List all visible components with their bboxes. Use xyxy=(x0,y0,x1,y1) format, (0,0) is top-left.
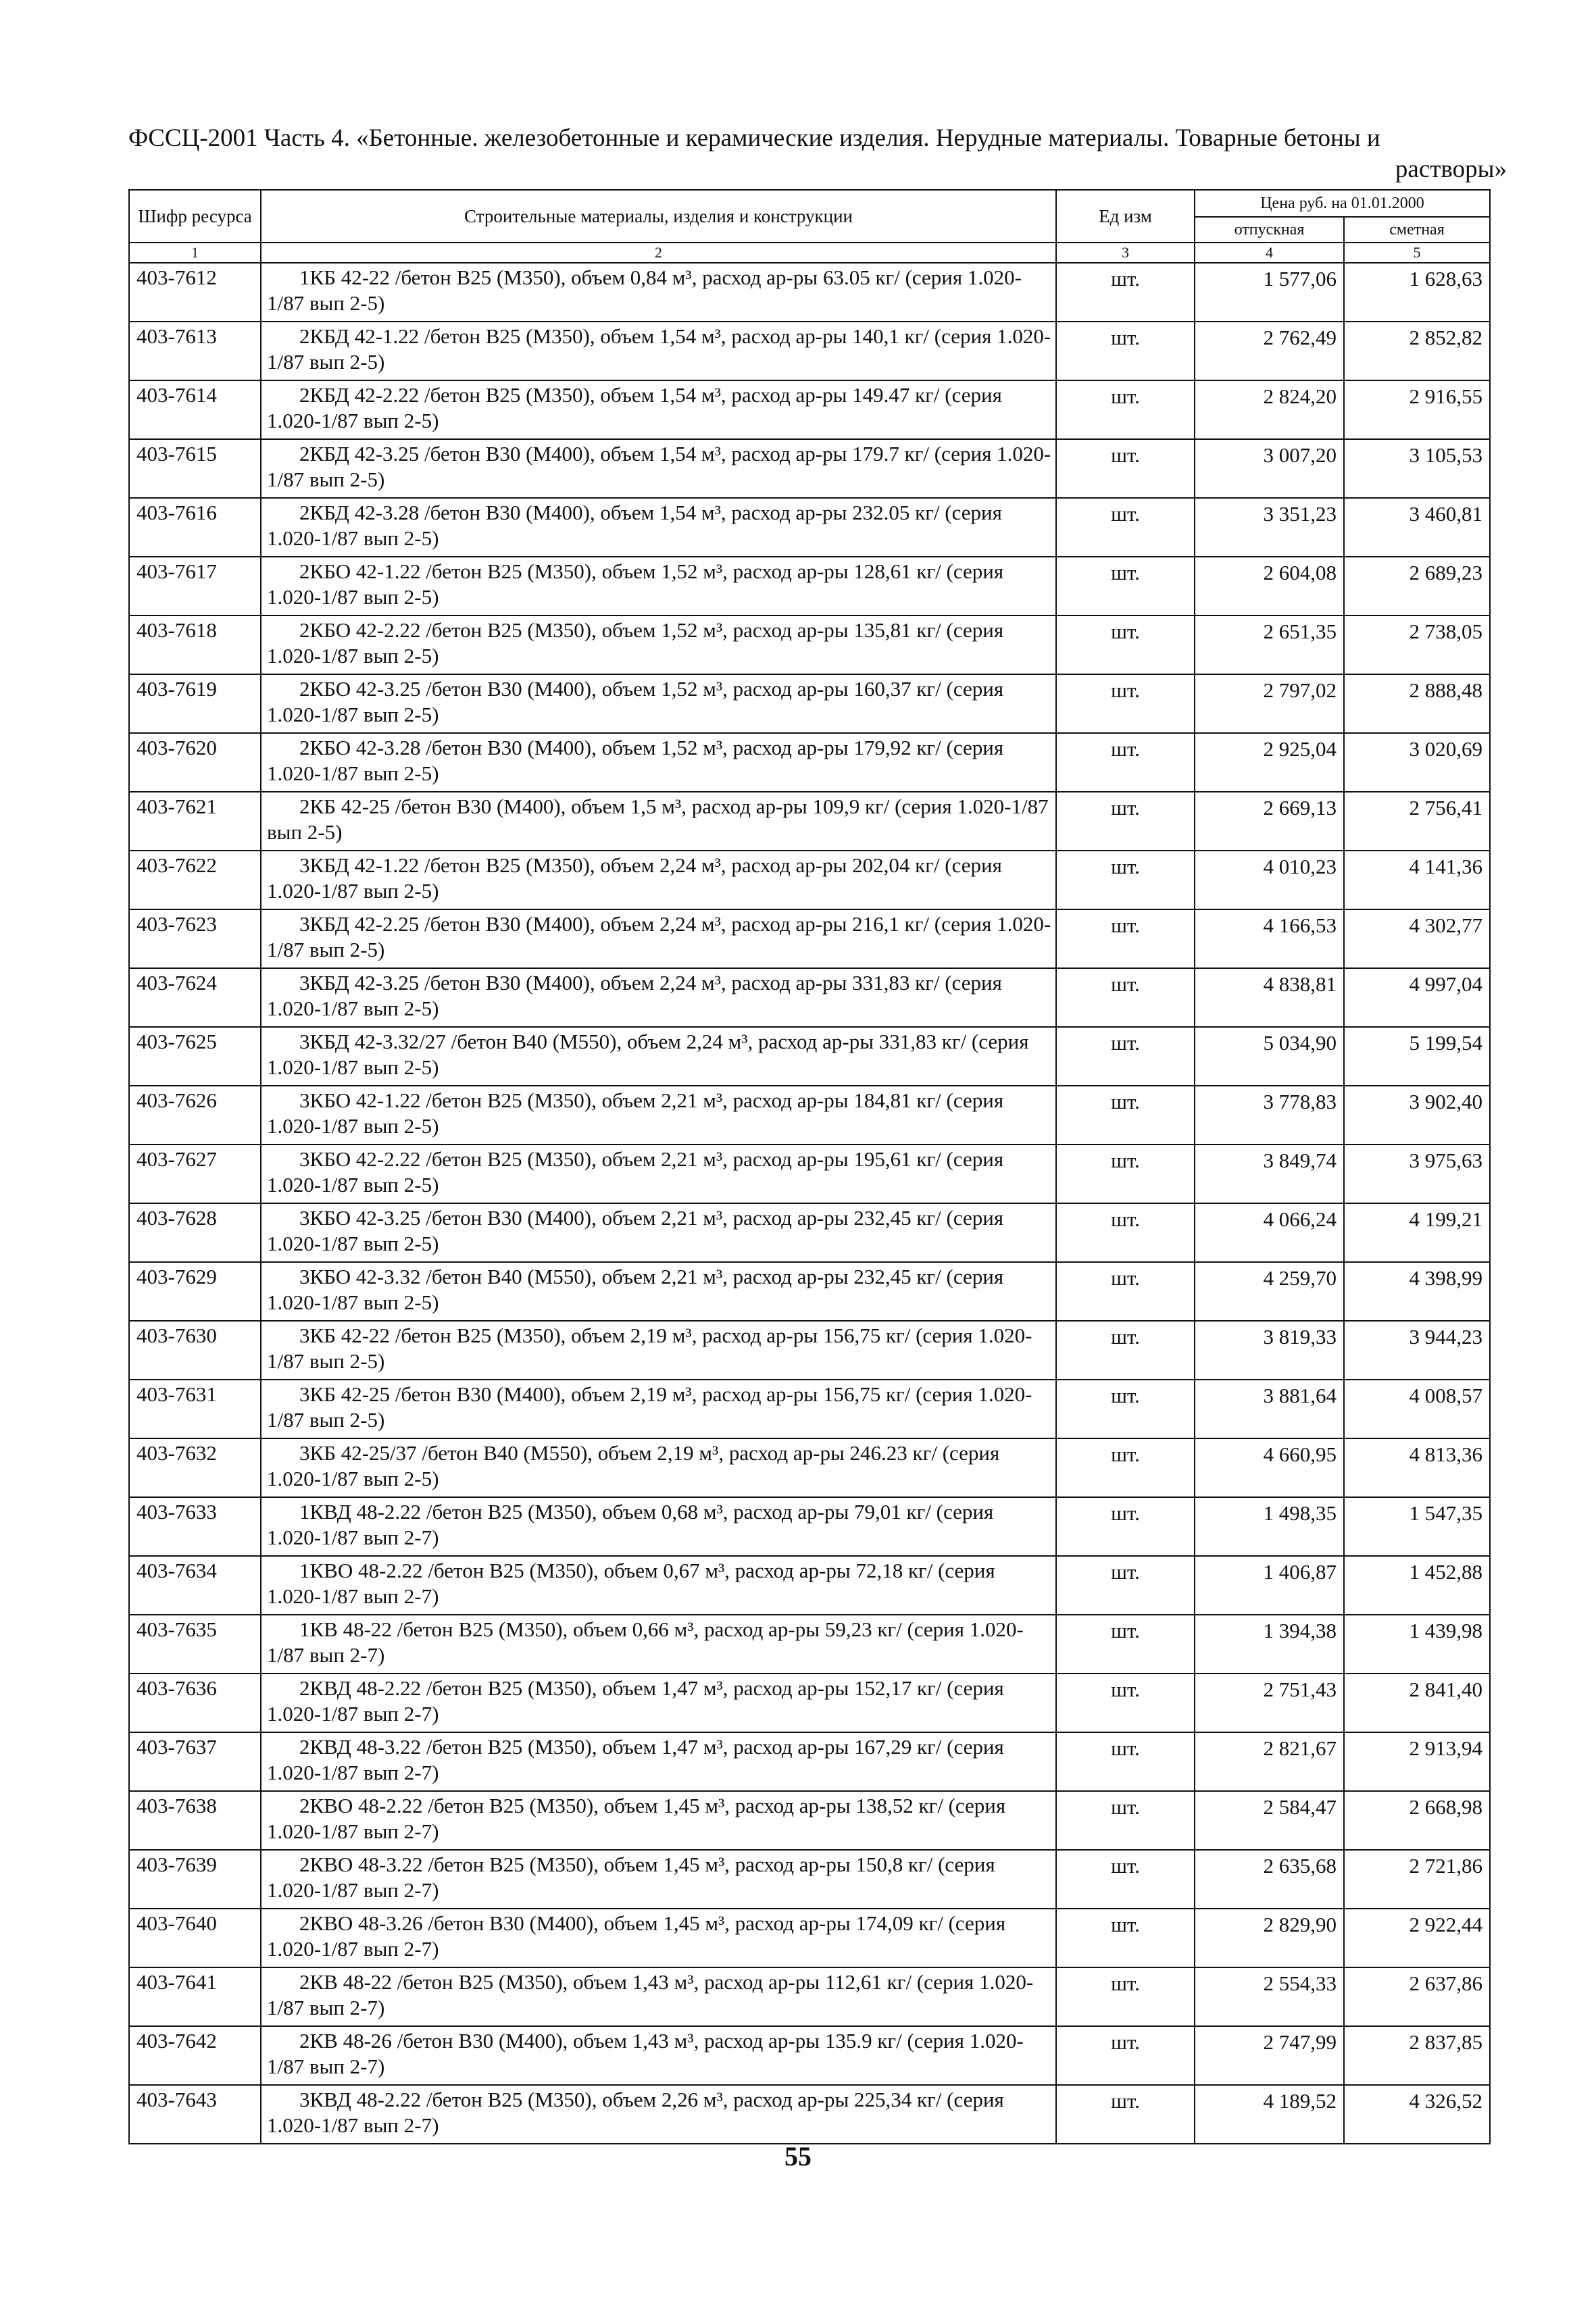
material-name-text: 2КБ 42-25 /бетон В30 (М400), объем 1,5 м³, расход ар-ры 109,9 кг/ (серия 1.020-1/87 вып 2-5) xyxy=(267,795,1049,844)
release-price-cell: 4 838,81 xyxy=(1195,968,1344,1027)
unit-cell: шт. xyxy=(1056,733,1195,792)
material-name-cell xyxy=(261,1497,1056,1556)
column-number-row xyxy=(129,243,1490,263)
material-name-text: 1КВД 48-2.22 /бетон В25 (М350), объем 0,68 м³, расход ар-ры 79,01 кг/ (серия 1.020-1/87 вып 2-7) xyxy=(267,1500,994,1549)
release-price-cell: 3 778,83 xyxy=(1195,1086,1344,1145)
column-number: 1 xyxy=(129,243,261,263)
header-estimate-price: сметная xyxy=(1344,217,1490,243)
table-row xyxy=(129,322,1490,380)
release-price-cell: 2 829,90 xyxy=(1195,1909,1344,1967)
estimate-price-cell: 3 020,69 xyxy=(1344,733,1490,792)
estimate-price-cell: 4 141,36 xyxy=(1344,851,1490,909)
material-name-text: 2КБД 42-3.25 /бетон В30 (М400), объем 1,54 м³, расход ар-ры 179.7 кг/ (серия 1.020-1/87 вып 2-5) xyxy=(267,442,1051,491)
material-name-cell xyxy=(261,733,1056,792)
unit-cell: шт. xyxy=(1056,1615,1195,1674)
table-row xyxy=(129,498,1490,557)
material-name-text: 2КВ 48-26 /бетон В30 (М400), объем 1,43 м³, расход ар-ры 135.9 кг/ (серия 1.020-1/87 вып 2-7) xyxy=(267,2029,1024,2078)
material-name-text: 3КБ 42-25 /бетон В30 (М400), объем 2,19 м³, расход ар-ры 156,75 кг/ (серия 1.020-1/87 вып 2-5) xyxy=(267,1382,1032,1432)
resource-code-cell: 403-7619 xyxy=(129,674,261,733)
unit-cell: шт. xyxy=(1056,263,1195,322)
table-row xyxy=(129,1262,1490,1321)
material-name-cell xyxy=(261,1967,1056,2026)
material-name-cell xyxy=(261,1145,1056,1203)
unit-cell: шт. xyxy=(1056,792,1195,851)
material-name-cell xyxy=(261,263,1056,322)
unit-cell: шт. xyxy=(1056,439,1195,498)
resource-code-cell: 403-7638 xyxy=(129,1791,261,1850)
material-name-text: 3КБО 42-3.25 /бетон В30 (М400), объем 2,21 м³, расход ар-ры 232,45 кг/ (серия 1.020-1/87 вып 2-5) xyxy=(267,1206,1004,1255)
estimate-price-cell: 4 199,21 xyxy=(1344,1203,1490,1262)
material-name-text: 3КВД 48-2.22 /бетон В25 (М350), объем 2,26 м³, расход ар-ры 225,34 кг/ (серия 1.020-1/87 вып 2-7) xyxy=(267,2088,1004,2137)
release-price-cell: 3 007,20 xyxy=(1195,439,1344,498)
unit-cell: шт. xyxy=(1056,1732,1195,1791)
resource-code-cell: 403-7627 xyxy=(129,1145,261,1203)
unit-cell: шт. xyxy=(1056,909,1195,968)
unit-cell: шт. xyxy=(1056,557,1195,615)
unit-cell: шт. xyxy=(1056,1497,1195,1556)
resource-code-cell: 403-7639 xyxy=(129,1850,261,1909)
column-number: 4 xyxy=(1195,243,1344,263)
release-price-cell: 2 925,04 xyxy=(1195,733,1344,792)
estimate-price-cell: 1 439,98 xyxy=(1344,1615,1490,1674)
material-name-cell xyxy=(261,1732,1056,1791)
material-name-text: 3КБД 42-3.25 /бетон В30 (М400), объем 2,24 м³, расход ар-ры 331,83 кг/ (серия 1.020-1/87 вып 2-5) xyxy=(267,971,1002,1020)
material-name-cell xyxy=(261,1380,1056,1438)
unit-cell: шт. xyxy=(1056,322,1195,380)
release-price-cell: 2 651,35 xyxy=(1195,615,1344,674)
table-row xyxy=(129,263,1490,322)
release-price-cell: 2 669,13 xyxy=(1195,792,1344,851)
material-name-text: 2КБО 42-2.22 /бетон В25 (М350), объем 1,52 м³, расход ар-ры 135,81 кг/ (серия 1.020-1/87 вып 2-5) xyxy=(267,618,1004,668)
release-price-cell: 2 747,99 xyxy=(1195,2026,1344,2085)
table-row xyxy=(129,733,1490,792)
table-row xyxy=(129,1556,1490,1615)
material-name-text: 3КБ 42-25/37 /бетон В40 (М550), объем 2,19 м³, расход ар-ры 246.23 кг/ (серия 1.020-1/87 вып 2-5) xyxy=(267,1441,1000,1490)
material-name-cell xyxy=(261,2085,1056,2144)
release-price-cell: 2 751,43 xyxy=(1195,1674,1344,1732)
material-name-text: 2КБО 42-1.22 /бетон В25 (М350), объем 1,52 м³, расход ар-ры 128,61 кг/ (серия 1.020-1/87 вып 2-5) xyxy=(267,559,1004,609)
material-name-cell xyxy=(261,439,1056,498)
estimate-price-cell: 4 997,04 xyxy=(1344,968,1490,1027)
resource-code-cell: 403-7630 xyxy=(129,1321,261,1380)
material-name-text: 2КВО 48-3.26 /бетон В30 (М400), объем 1,45 м³, расход ар-ры 174,09 кг/ (серия 1.020-1/87 вып 2-7) xyxy=(267,1911,1006,1961)
table-row xyxy=(129,968,1490,1027)
material-name-text: 2КБД 42-2.22 /бетон В25 (М350), объем 1,54 м³, расход ар-ры 149.47 кг/ (серия 1.020-1/87 вып 2-5) xyxy=(267,383,1002,432)
estimate-price-cell: 2 738,05 xyxy=(1344,615,1490,674)
estimate-price-cell: 4 008,57 xyxy=(1344,1380,1490,1438)
table-row xyxy=(129,1674,1490,1732)
table-row xyxy=(129,439,1490,498)
release-price-cell: 2 584,47 xyxy=(1195,1791,1344,1850)
table-row xyxy=(129,1732,1490,1791)
release-price-cell: 2 821,67 xyxy=(1195,1732,1344,1791)
page-title xyxy=(128,123,1507,185)
release-price-cell: 3 351,23 xyxy=(1195,498,1344,557)
material-name-text: 2КВО 48-3.22 /бетон В25 (М350), объем 1,45 м³, расход ар-ры 150,8 кг/ (серия 1.020-1/87 вып 2-7) xyxy=(267,1853,995,1902)
table-row xyxy=(129,2085,1490,2144)
table-row xyxy=(129,1615,1490,1674)
unit-cell: шт. xyxy=(1056,1380,1195,1438)
table-row xyxy=(129,2026,1490,2085)
release-price-cell: 4 166,53 xyxy=(1195,909,1344,968)
unit-cell: шт. xyxy=(1056,1909,1195,1967)
unit-cell: шт. xyxy=(1056,498,1195,557)
unit-cell: шт. xyxy=(1056,1321,1195,1380)
price-table xyxy=(128,189,1491,2144)
resource-code-cell: 403-7614 xyxy=(129,380,261,439)
release-price-cell: 4 189,52 xyxy=(1195,2085,1344,2144)
estimate-price-cell: 2 888,48 xyxy=(1344,674,1490,733)
estimate-price-cell: 2 756,41 xyxy=(1344,792,1490,851)
material-name-cell xyxy=(261,498,1056,557)
material-name-cell xyxy=(261,1674,1056,1732)
resource-code-cell: 403-7634 xyxy=(129,1556,261,1615)
unit-cell: шт. xyxy=(1056,1674,1195,1732)
material-name-cell xyxy=(261,1615,1056,1674)
material-name-cell xyxy=(261,674,1056,733)
estimate-price-cell: 3 105,53 xyxy=(1344,439,1490,498)
unit-cell: шт. xyxy=(1056,380,1195,439)
table-header xyxy=(129,190,1490,263)
material-name-cell xyxy=(261,851,1056,909)
estimate-price-cell: 4 813,36 xyxy=(1344,1438,1490,1497)
material-name-text: 2КВД 48-3.22 /бетон В25 (М350), объем 1,47 м³, расход ар-ры 167,29 кг/ (серия 1.020-1/87 вып 2-7) xyxy=(267,1735,1004,1784)
estimate-price-cell: 3 944,23 xyxy=(1344,1321,1490,1380)
material-name-cell xyxy=(261,380,1056,439)
material-name-text: 1КВО 48-2.22 /бетон В25 (М350), объем 0,67 м³, расход ар-ры 72,18 кг/ (серия 1.020-1/87 вып 2-7) xyxy=(267,1559,995,1608)
unit-cell: шт. xyxy=(1056,968,1195,1027)
material-name-text: 1КВ 48-22 /бетон В25 (М350), объем 0,66 м³, расход ар-ры 59,23 кг/ (серия 1.020-1/87 вып 2-7) xyxy=(267,1617,1024,1667)
table-row xyxy=(129,1497,1490,1556)
release-price-cell: 3 881,64 xyxy=(1195,1380,1344,1438)
material-name-text: 2КВО 48-2.22 /бетон В25 (М350), объем 1,45 м³, расход ар-ры 138,52 кг/ (серия 1.020-1/87 вып 2-7) xyxy=(267,1794,1006,1843)
release-price-cell: 2 604,08 xyxy=(1195,557,1344,615)
table-row xyxy=(129,1791,1490,1850)
resource-code-cell: 403-7622 xyxy=(129,851,261,909)
resource-code-cell: 403-7635 xyxy=(129,1615,261,1674)
release-price-cell: 4 010,23 xyxy=(1195,851,1344,909)
unit-cell: шт. xyxy=(1056,674,1195,733)
table-row xyxy=(129,909,1490,968)
material-name-cell xyxy=(261,1791,1056,1850)
material-name-text: 2КБД 42-1.22 /бетон В25 (М350), объем 1,54 м³, расход ар-ры 140,1 кг/ (серия 1.020-1/87 вып 2-5) xyxy=(267,324,1051,374)
table-row xyxy=(129,1321,1490,1380)
resource-code-cell: 403-7616 xyxy=(129,498,261,557)
header-code: Шифр ресурса xyxy=(129,190,261,243)
resource-code-cell: 403-7641 xyxy=(129,1967,261,2026)
table-row xyxy=(129,1850,1490,1909)
material-name-cell xyxy=(261,1027,1056,1086)
material-name-text: 3КБ 42-22 /бетон В25 (М350), объем 2,19 м³, расход ар-ры 156,75 кг/ (серия 1.020-1/87 вып 2-5) xyxy=(267,1324,1032,1373)
table-row xyxy=(129,615,1490,674)
estimate-price-cell: 2 668,98 xyxy=(1344,1791,1490,1850)
release-price-cell: 2 762,49 xyxy=(1195,322,1344,380)
unit-cell: шт. xyxy=(1056,1967,1195,2026)
unit-cell: шт. xyxy=(1056,1086,1195,1145)
material-name-text: 2КБО 42-3.25 /бетон В30 (М400), объем 1,52 м³, расход ар-ры 160,37 кг/ (серия 1.020-1/87 вып 2-5) xyxy=(267,677,1004,726)
unit-cell: шт. xyxy=(1056,1556,1195,1615)
estimate-price-cell: 2 841,40 xyxy=(1344,1674,1490,1732)
resource-code-cell: 403-7617 xyxy=(129,557,261,615)
material-name-text: 3КБО 42-1.22 /бетон В25 (М350), объем 2,21 м³, расход ар-ры 184,81 кг/ (серия 1.020-1/87 вып 2-5) xyxy=(267,1088,1004,1138)
material-name-cell xyxy=(261,1909,1056,1967)
resource-code-cell: 403-7615 xyxy=(129,439,261,498)
estimate-price-cell: 5 199,54 xyxy=(1344,1027,1490,1086)
unit-cell: шт. xyxy=(1056,1145,1195,1203)
table-row xyxy=(129,674,1490,733)
release-price-cell: 3 849,74 xyxy=(1195,1145,1344,1203)
estimate-price-cell: 1 547,35 xyxy=(1344,1497,1490,1556)
release-price-cell: 4 066,24 xyxy=(1195,1203,1344,1262)
material-name-text: 3КБД 42-3.32/27 /бетон В40 (М550), объем 2,24 м³, расход ар-ры 331,83 кг/ (серия 1.020-1/87 вып 2-5) xyxy=(267,1030,1029,1079)
estimate-price-cell: 4 302,77 xyxy=(1344,909,1490,968)
material-name-cell xyxy=(261,1556,1056,1615)
header-unit: Ед изм xyxy=(1056,190,1195,243)
estimate-price-cell: 4 326,52 xyxy=(1344,2085,1490,2144)
page-number: 55 xyxy=(784,2141,812,2171)
estimate-price-cell: 2 837,85 xyxy=(1344,2026,1490,2085)
material-name-text: 3КБД 42-1.22 /бетон В25 (М350), объем 2,24 м³, расход ар-ры 202,04 кг/ (серия 1.020-1/87 вып 2-5) xyxy=(267,853,1002,903)
column-number: 2 xyxy=(261,243,1056,263)
estimate-price-cell: 2 721,86 xyxy=(1344,1850,1490,1909)
unit-cell: шт. xyxy=(1056,1791,1195,1850)
material-name-text: 2КВ 48-22 /бетон В25 (М350), объем 1,43 м³, расход ар-ры 112,61 кг/ (серия 1.020-1/87 вып 2-7) xyxy=(267,1970,1034,2019)
unit-cell: шт. xyxy=(1056,2085,1195,2144)
header-name: Строительные материалы, изделия и конструкции xyxy=(261,190,1056,243)
column-number: 5 xyxy=(1344,243,1490,263)
table-row xyxy=(129,851,1490,909)
resource-code-cell: 403-7629 xyxy=(129,1262,261,1321)
table-row xyxy=(129,1380,1490,1438)
unit-cell: шт. xyxy=(1056,1850,1195,1909)
table-row xyxy=(129,792,1490,851)
release-price-cell: 2 635,68 xyxy=(1195,1850,1344,1909)
header-price-group: Цена руб. на 01.01.2000 xyxy=(1195,190,1490,217)
estimate-price-cell: 2 852,82 xyxy=(1344,322,1490,380)
estimate-price-cell: 3 460,81 xyxy=(1344,498,1490,557)
resource-code-cell: 403-7640 xyxy=(129,1909,261,1967)
material-name-cell xyxy=(261,968,1056,1027)
table-row xyxy=(129,1203,1490,1262)
release-price-cell: 2 797,02 xyxy=(1195,674,1344,733)
resource-code-cell: 403-7623 xyxy=(129,909,261,968)
resource-code-cell: 403-7618 xyxy=(129,615,261,674)
estimate-price-cell: 2 689,23 xyxy=(1344,557,1490,615)
resource-code-cell: 403-7636 xyxy=(129,1674,261,1732)
release-price-cell: 1 406,87 xyxy=(1195,1556,1344,1615)
table-row xyxy=(129,380,1490,439)
unit-cell: шт. xyxy=(1056,851,1195,909)
table-row xyxy=(129,557,1490,615)
estimate-price-cell: 2 637,86 xyxy=(1344,1967,1490,2026)
estimate-price-cell: 2 916,55 xyxy=(1344,380,1490,439)
material-name-text: 2КБО 42-3.28 /бетон В30 (М400), объем 1,52 м³, расход ар-ры 179,92 кг/ (серия 1.020-1/87 вып 2-5) xyxy=(267,736,1004,785)
material-name-cell xyxy=(261,615,1056,674)
unit-cell: шт. xyxy=(1056,1262,1195,1321)
resource-code-cell: 403-7612 xyxy=(129,263,261,322)
estimate-price-cell: 4 398,99 xyxy=(1344,1262,1490,1321)
material-name-cell xyxy=(261,1321,1056,1380)
resource-code-cell: 403-7620 xyxy=(129,733,261,792)
material-name-cell xyxy=(261,1203,1056,1262)
material-name-cell xyxy=(261,1086,1056,1145)
material-name-text: 3КБД 42-2.25 /бетон В30 (М400), объем 2,24 м³, расход ар-ры 216,1 кг/ (серия 1.020-1/87 вып 2-5) xyxy=(267,912,1051,961)
column-number: 3 xyxy=(1056,243,1195,263)
table-row xyxy=(129,1438,1490,1497)
material-name-cell xyxy=(261,909,1056,968)
unit-cell: шт. xyxy=(1056,1438,1195,1497)
release-price-cell: 1 498,35 xyxy=(1195,1497,1344,1556)
estimate-price-cell: 3 975,63 xyxy=(1344,1145,1490,1203)
material-name-cell xyxy=(261,1438,1056,1497)
estimate-price-cell: 2 913,94 xyxy=(1344,1732,1490,1791)
material-name-text: 3КБО 42-3.32 /бетон В40 (М550), объем 2,21 м³, расход ар-ры 232,45 кг/ (серия 1.020-1/87 вып 2-5) xyxy=(267,1265,1004,1314)
table-row xyxy=(129,1027,1490,1086)
unit-cell: шт. xyxy=(1056,2026,1195,2085)
resource-code-cell: 403-7631 xyxy=(129,1380,261,1438)
table-body xyxy=(129,263,1490,2144)
resource-code-cell: 403-7637 xyxy=(129,1732,261,1791)
estimate-price-cell: 2 922,44 xyxy=(1344,1909,1490,1967)
material-name-text: 3КБО 42-2.22 /бетон В25 (М350), объем 2,21 м³, расход ар-ры 195,61 кг/ (серия 1.020-1/87 вып 2-5) xyxy=(267,1147,1004,1197)
resource-code-cell: 403-7632 xyxy=(129,1438,261,1497)
estimate-price-cell: 1 628,63 xyxy=(1344,263,1490,322)
material-name-text: 1КБ 42-22 /бетон В25 (М350), объем 0,84 м³, расход ар-ры 63.05 кг/ (серия 1.020-1/87 вып 2-5) xyxy=(267,266,1022,315)
release-price-cell: 1 394,38 xyxy=(1195,1615,1344,1674)
release-price-cell: 4 259,70 xyxy=(1195,1262,1344,1321)
release-price-cell: 1 577,06 xyxy=(1195,263,1344,322)
table-row xyxy=(129,1086,1490,1145)
release-price-cell: 5 034,90 xyxy=(1195,1027,1344,1086)
header-release-price: отпускная xyxy=(1195,217,1344,243)
resource-code-cell: 403-7626 xyxy=(129,1086,261,1145)
material-name-text: 2КВД 48-2.22 /бетон В25 (М350), объем 1,47 м³, расход ар-ры 152,17 кг/ (серия 1.020-1/87 вып 2-7) xyxy=(267,1676,1004,1726)
estimate-price-cell: 1 452,88 xyxy=(1344,1556,1490,1615)
table-row xyxy=(129,1145,1490,1203)
resource-code-cell: 403-7621 xyxy=(129,792,261,851)
resource-code-cell: 403-7624 xyxy=(129,968,261,1027)
release-price-cell: 4 660,95 xyxy=(1195,1438,1344,1497)
table-row xyxy=(129,1967,1490,2026)
material-name-text: 2КБД 42-3.28 /бетон В30 (М400), объем 1,54 м³, расход ар-ры 232.05 кг/ (серия 1.020-1/87 вып 2-5) xyxy=(267,501,1002,550)
resource-code-cell: 403-7628 xyxy=(129,1203,261,1262)
release-price-cell: 3 819,33 xyxy=(1195,1321,1344,1380)
estimate-price-cell: 3 902,40 xyxy=(1344,1086,1490,1145)
table-row xyxy=(129,1909,1490,1967)
material-name-cell xyxy=(261,2026,1056,2085)
page-title-line2: растворы» xyxy=(1395,155,1507,183)
material-name-cell xyxy=(261,322,1056,380)
page-title-line1: ФССЦ-2001 Часть 4. «Бетонные. железобетонные и керамические изделия. Нерудные материалы. Товарные бетоны и xyxy=(128,124,1380,152)
resource-code-cell: 403-7613 xyxy=(129,322,261,380)
unit-cell: шт. xyxy=(1056,1027,1195,1086)
material-name-cell xyxy=(261,557,1056,615)
release-price-cell: 2 554,33 xyxy=(1195,1967,1344,2026)
resource-code-cell: 403-7625 xyxy=(129,1027,261,1086)
resource-code-cell: 403-7633 xyxy=(129,1497,261,1556)
header-row xyxy=(129,190,1490,217)
release-price-cell: 2 824,20 xyxy=(1195,380,1344,439)
material-name-cell xyxy=(261,792,1056,851)
unit-cell: шт. xyxy=(1056,1203,1195,1262)
resource-code-cell: 403-7642 xyxy=(129,2026,261,2085)
material-name-cell xyxy=(261,1262,1056,1321)
resource-code-cell: 403-7643 xyxy=(129,2085,261,2144)
unit-cell: шт. xyxy=(1056,615,1195,674)
material-name-cell xyxy=(261,1850,1056,1909)
